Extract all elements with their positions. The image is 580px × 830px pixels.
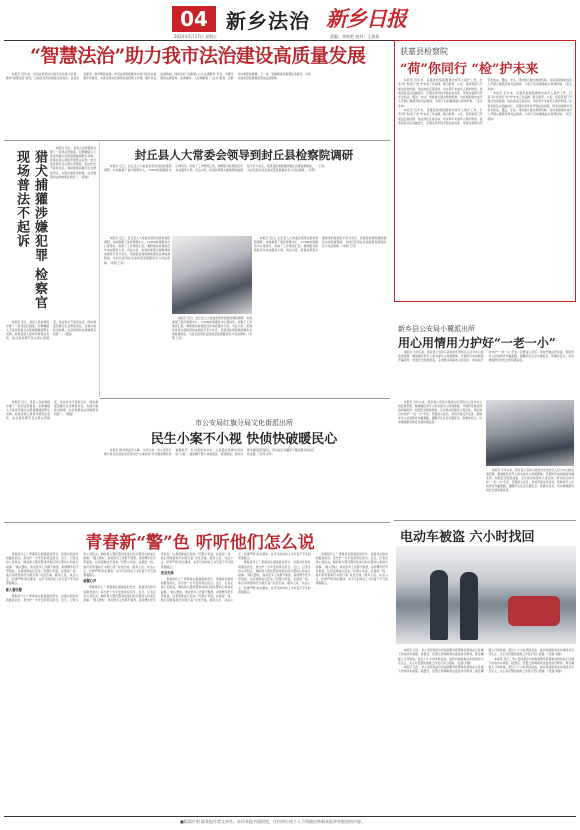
- bottom-story-headline: 青春新“警”色 听听他们怎么说: [85, 533, 315, 553]
- mid-story-rule: [100, 398, 390, 399]
- vertical-story-body-continued: 本报讯 近日，某县人民检察院办理了一起非法狩猎案。犯罪嫌疑人王某使用猎犬在禁猎期捕获野生动物，检察官深入现场开展普法宣传，结合案件情节及认罪认罚情况，依法作出不起诉决定，同时督促其履行生态修复责任，实现办案政治效果、社会效果和法律效果有机统一。（郭成）: [6, 320, 96, 341]
- section-title: 新乡法治: [226, 9, 310, 33]
- ebike-story-photo: [396, 546, 576, 644]
- mid-story-headline: 封丘县人大常委会领导到封丘县检察院调研: [134, 148, 354, 162]
- ebike-story-body: 本报讯 近日，市公安局某派出所接到群众报警称其停放在小区楼下的电动车被盗。接警后，民警立即调取周边监控进行研判，锁定嫌疑人行动轨迹，经过六个小时连续奋战，成功将被盗电动车找回并归还失主，失主对民警的高效工作表示衷心感谢。（张建 刘强） 本报讯 近日，市公安局某派出所接到群众报警称其停放在小区楼下的电动车被盗。接警后，民警立即调取周边监控进行研判，锁定嫌疑人行动轨迹，经过六个小时连续奋战，成功将被盗电动车找回并归还失主，失主对民警的高效工作表示衷心感谢。（张建 刘强） 本报讯 近日，市公安局某派出所接到群众报警称其停放在小区楼下的电动车被盗。接警后，民警立即调取周边监控进行研判，锁定嫌疑人行动轨迹，经过六个小时连续奋战，成功将被盗电动车找回并归还失主，失主对民警的高效工作表示衷心感谢。（张建 刘强）: [398, 648, 574, 674]
- photo-figure-right: [460, 572, 478, 640]
- vertical-story-body: 本报讯 近日，某县人民检察院办理了一起非法狩猎案。犯罪嫌疑人王某使用猎犬在禁猎期捕获野生动物，检察官深入现场开展普法宣传，结合案件情节及认罪认罚情况，依法作出不起诉决定，同时督促其履行生态修复责任，实现办案政治效果、社会效果和法律效果有机统一。（郭成）: [50, 146, 96, 179]
- top-story-rule: [4, 140, 390, 141]
- police-kicker: 新乡县公安局小冀派出所: [398, 325, 475, 333]
- feature-headline: “荷”你同行 “检”护未来: [400, 62, 539, 77]
- bottom-subhead-2: 辅警心声: [83, 579, 97, 584]
- newspaper-logo: 新乡日报: [326, 6, 406, 31]
- vertical-headline: 猎犬捕獾涉嫌犯罪 检察官现场普法不起诉: [14, 150, 47, 310]
- feature-kicker: 获嘉县检察院: [400, 47, 448, 56]
- photo-figure-left: [430, 570, 448, 640]
- police-story-photo: [486, 400, 574, 466]
- ebike-headline: 电动车被盗 六小时找回: [400, 530, 535, 545]
- mid-story-body: 本报讯 近日，封丘县人大常委会领导到县检察院调研，实地参观了案件管理中心、12309检察服务中心等场所，听取了工作情况汇报。调研组对检察院近年来在服务大局、司法为民、检察改革等方面取得的成绩给予充分肯定，希望县检察院继续强化法律监督职能，为封丘经济社会高质量发展提供有力司法保障。（李明 王亮）: [104, 164, 327, 173]
- bottom-section-rule: [4, 522, 390, 523]
- mid-story-body-left: 本报讯 近日，封丘县人大常委会领导到县检察院调研，实地参观了案件管理中心、12309检察服务中心等场所，听取了工作情况汇报。调研组对检察院近年来在服务大局、司法为民、检察改革等方面取得的成绩给予充分肯定，希望县检察院继续强化法律监督职能，为封丘经济社会高质量发展提供有力司法保障。（李明 王亮）: [104, 236, 170, 265]
- letters-kicker: 市公安局红旗分局文化街派出所: [195, 419, 293, 427]
- top-story-body: 本报讯 近年来，市司法局坚持以数字化改革为引领，推动“智慧法治”建设，以信息化手段赋能法治政府、法治社会建设，取得明显成效。市司法局积极推进全市行政执法监督平台建设，实现行政执法事项全流程网上办理，提升执法监督效能。同时依托“互联网+公共法律服务”平台，为群众提供法律咨询、法律援助、人民调解等“一站式”服务，让群众办事更加便捷。下一步，将继续深化智慧法治建设，为新乡高质量发展提供坚实法治保障。: [6, 72, 311, 81]
- top-story-headline: “智慧法治”助力我市法治建设高质量发展: [30, 45, 366, 67]
- mid-story-body-under-photo: 本报讯 近日，封丘县人大常委会领导到县检察院调研，实地参观了案件管理中心、12309检察服务中心等场所，听取了工作情况汇报。调研组对检察院近年来在服务大局、司法为民、检察改革等方面取得的成绩给予充分肯定，希望县检察院继续强化法律监督职能，为封丘经济社会高质量发展提供有力司法保障。（李明 王亮）: [172, 316, 252, 341]
- page-number-badge: 04: [172, 6, 216, 32]
- letters-story-body: 本报讯 群众利益无小事。今年以来，市公安局红旗分局文化街派出所坚持把“小案快侦”作为服务群众的重要抓手，针对盗窃电动车、入室盗窃等群众身边的“小案”，组织精干警力快速侦查、快速破案，及时为群众挽回经济损失，用实际行动赢得了辖区群众的信任和点赞。（任仲 李军）: [104, 448, 315, 457]
- bottom-subhead-1: 新入警民警: [6, 587, 22, 592]
- left-column-lower-body: 本报讯 近日，某县人民检察院办理了一起非法狩猎案。犯罪嫌疑人王某使用猎犬在禁猎期捕获野生动物，检察官深入现场开展普法宣传，结合案件情节及认罪认罚情况，依法作出不起诉决定，同时督促其履行生态修复责任，实现办案政治效果、社会效果和法律效果有机统一。（郭成）: [6, 400, 98, 421]
- editor-line: 责编：李艳艳 校对：王倩倩: [330, 34, 380, 39]
- issue-date: 2024年5月17日 星期五: [174, 34, 218, 39]
- right-lower-rule: [394, 520, 576, 521]
- police-story-body: 本报讯 今年以来，新乡县公安局小冀派出所坚持以人民为中心的发展思想，聚焦辖区老年人和未成年人两类群体，开展防范电信网络诈骗宣传、校园安全隐患排查、走访慰问孤寡老人等活动，用实际行动守护“一老一小”平安。民警深入社区、学校开展反诈宣讲，帮助老年人识别养老诈骗套路，提醒学生注意交通安全、防溺水安全，切实增强群众的安全感和满意度。: [398, 350, 574, 363]
- police-story-body-left: 本报讯 今年以来，新乡县公安局小冀派出所坚持以人民为中心的发展思想，聚焦辖区老年人和未成年人两类群体，开展防范电信网络诈骗宣传、校园安全隐患排查、走访慰问孤寡老人等活动，用实际行动守护“一老一小”平安。民警深入社区、学校开展反诈宣讲，帮助老年人识别养老诈骗套路，提醒学生注意交通安全、防溺水安全，切实增强群众的安全感和满意度。: [398, 400, 482, 425]
- photo-red-vehicle: [508, 596, 560, 626]
- bottom-story-body: 青春是什么？青春是扎根基层的坚守，是面对危险时的挺身而出，是守护一方平安的责任担当。近日，记者走进公安机关，倾听新入警民警讲述他们的从警初心和成长故事。“刚入警时，我对很多工作都不熟悉，是师傅手把手带着我，让我逐渐成长起来。”民警小李说。在基层一线，他们用青春和汗水践行着“对党忠诚、服务人民、执法公正、纪律严明”的总要求，在平凡的岗位上书写着不平凡的青春篇章。 新入警民警 青春是什么？青春是扎根基层的坚守，是面对危险时的挺身而出，是守护一方平安的责任担当。近日，记者走进公安机关，倾听新入警民警讲述他们的从警初心和成长故事。“刚入警时，我对很多工作都不熟悉，是师傅手把手带着我，让我逐渐成长起来。”民警小李说。在基层一线，他们用青春和汗水践行着“对党忠诚、服务人民、执法公正、纪律严明”的总要求，在平凡的岗位上书写着不平凡的青春篇章。 辅警心声 青春是什么？青春是扎根基层的坚守，是面对危险时的挺身而出，是守护一方平安的责任担当。近日，记者走进公安机关，倾听新入警民警讲述他们的从警初心和成长故事。“刚入警时，我对很多工作都不熟悉，是师傅手把手带着我，让我逐渐成长起来。”民警小李说。在基层一线，他们用青春和汗水践行着“对党忠诚、服务人民、执法公正、纪律严明”的总要求，在平凡的岗位上书写着不平凡的青春篇章。 党员先锋 青春是什么？青春是扎根基层的坚守，是面对危险时的挺身而出，是守护一方平安的责任担当。近日，记者走进公安机关，倾听新入警民警讲述他们的从警初心和成长故事。“刚入警时，我对很多工作都不熟悉，是师傅手把手带着我，让我逐渐成长起来。”民警小李说。在基层一线，他们用青春和汗水践行着“对党忠诚、服务人民、执法公正、纪律严明”的总要求，在平凡的岗位上书写着不平凡的青春篇章。 青春是什么？青春是扎根基层的坚守，是面对危险时的挺身而出，是守护一方平安的责任担当。近日，记者走进公安机关，倾听新入警民警讲述他们的从警初心和成长故事。“刚入警时，我对很多工作都不熟悉，是师傅手把手带着我，让我逐渐成长起来。”民警小李说。在基层一线，他们用青春和汗水践行着“对党忠诚、服务人民、执法公正、纪律严明”的总要求，在平凡的岗位上书写着不平凡的青春篇章。 青春是什么？青春是扎根基层的坚守，是面对危险时的挺身而出，是守护一方平安的责任担当。近日，记者走进公安机关，倾听新入警民警讲述他们的从警初心和成长故事。“刚入警时，我对很多工作都不熟悉，是师傅手把手带着我，让我逐渐成长起来。”民警小李说。在基层一线，他们用青春和汗水践行着“对党忠诚、服务人民、执法公正、纪律严明”的总要求，在平凡的岗位上书写着不平凡的青春篇章。: [6, 552, 388, 603]
- footer-notice: ■版面声明 除本报作者文章外，未经本报书面授权，任何单位或个人不得擅自转载本报享有版权的内容。: [180, 819, 366, 824]
- footer-rule: [4, 816, 576, 817]
- column-divider: [99, 142, 100, 397]
- mid-story-body-right: 本报讯 近日，封丘县人大常委会领导到县检察院调研，实地参观了案件管理中心、12309检察服务中心等场所，听取了工作情况汇报。调研组对检察院近年来在服务大局、司法为民、检察改革等方面取得的成绩给予充分肯定，希望县检察院继续强化法律监督职能，为封丘经济社会高质量发展提供有力司法保障。（李明 王亮）: [254, 236, 386, 253]
- bottom-subhead-3: 党员先锋: [160, 570, 174, 575]
- police-headline: 用心用情用力护好“一老一小”: [398, 336, 556, 350]
- mid-story-photo: [172, 236, 252, 314]
- police-story-body-right: 本报讯 今年以来，新乡县公安局小冀派出所坚持以人民为中心的发展思想，聚焦辖区老年人和未成年人两类群体，开展防范电信网络诈骗宣传、校园安全隐患排查、走访慰问孤寡老人等活动，用实际行动守护“一老一小”平安。民警深入社区、学校开展反诈宣讲，帮助老年人识别养老诈骗套路，提醒学生注意交通安全、防溺水安全，切实增强群众的安全感和满意度。: [486, 468, 574, 493]
- feature-body: 本报讯 近年来，获嘉县检察院聚焦未成年人保护工作，打造“荷”你同行“检”护未来工作品牌，联合教育、公安、民政等部门开展法治进校园、送法进社区等活动，切实筑牢未成年人保护防线。检察官担任法治副校长，定期走进学校开展法治讲座，用身边案例引导学生知法、懂法、守法。同时建立健全救助机制，对涉案困境未成年人开展心理疏导和司法救助，为孩子们的健康成长保驾护航。（宋庆 李伟） 本报讯 近年来，获嘉县检察院聚焦未成年人保护工作，打造“荷”你同行“检”护未来工作品牌，联合教育、公安、民政等部门开展法治进校园、送法进社区等活动，切实筑牢未成年人保护防线。检察官担任法治副校长，定期走进学校开展法治讲座，用身边案例引导学生知法、懂法、守法。同时建立健全救助机制，对涉案困境未成年人开展心理疏导和司法救助，为孩子们的健康成长保驾护航。（宋庆 李伟） 本报讯 近年来，获嘉县检察院聚焦未成年人保护工作，打造“荷”你同行“检”护未来工作品牌，联合教育、公安、民政等部门开展法治进校园、送法进社区等活动，切实筑牢未成年人保护防线。检察官担任法治副校长，定期走进学校开展法治讲座，用身边案例引导学生知法、懂法、守法。同时建立健全救助机制，对涉案困境未成年人开展心理疏导和司法救助，为孩子们的健康成长保驾护航。（宋庆 李伟）: [398, 78, 572, 125]
- letters-headline: 民生小案不小视 快侦快破暖民心: [150, 432, 338, 447]
